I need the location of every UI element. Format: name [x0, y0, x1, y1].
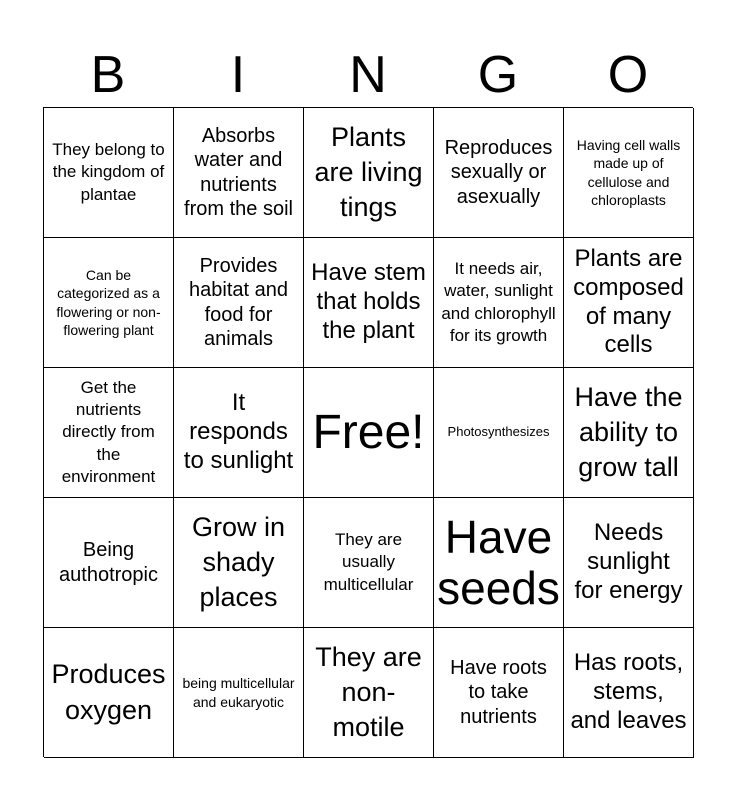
free-space-cell[interactable] — [304, 368, 434, 498]
bingo-cell-text: Absorbs water and nutrients from the soil — [184, 124, 293, 220]
bingo-cell-text: Photosynthesizes — [447, 424, 550, 440]
bingo-cell[interactable] — [44, 368, 174, 498]
header-letter-i: I — [230, 46, 246, 104]
bingo-cell[interactable] — [434, 368, 564, 498]
bingo-cell-text: Plants are composed of many cells — [573, 244, 684, 359]
bingo-cell-text: Needs sunlight for energy — [574, 519, 683, 604]
bingo-cell[interactable] — [174, 108, 304, 238]
bingo-cell-text: They are usually multicellular — [323, 530, 414, 594]
bingo-cell[interactable] — [564, 368, 694, 498]
header-letter-b: B — [90, 46, 126, 104]
bingo-cell-text: being multicellular and eukaryotic — [182, 675, 295, 710]
bingo-cell[interactable] — [44, 628, 174, 758]
bingo-cell-text: They are non-motile — [315, 641, 422, 743]
bingo-cell[interactable] — [44, 498, 174, 628]
bingo-cell-text: It responds to sunlight — [183, 389, 294, 474]
bingo-cell-text: It needs air, water, sunlight and chlorophyll for its growth — [441, 259, 556, 345]
bingo-cell-text: Being authotropic — [59, 539, 158, 586]
bingo-cell[interactable] — [434, 238, 564, 368]
bingo-cell[interactable] — [174, 368, 304, 498]
bingo-cell[interactable] — [304, 498, 434, 628]
bingo-cell[interactable] — [44, 238, 174, 368]
bingo-cell[interactable] — [304, 238, 434, 368]
bingo-cell[interactable] — [434, 108, 564, 238]
bingo-cell-text: Provides habitat and food for animals — [189, 254, 288, 350]
bingo-cell-text: Have seeds — [437, 510, 560, 614]
bingo-cell-text: Reproduces sexually or asexually — [444, 136, 553, 208]
bingo-cell[interactable] — [564, 238, 694, 368]
bingo-cell-text: Having cell walls made up of cellulose and chloroplasts — [576, 137, 681, 208]
bingo-cell[interactable] — [564, 498, 694, 628]
bingo-header — [43, 44, 693, 106]
header-letter-n: N — [349, 46, 387, 104]
bingo-cell[interactable] — [174, 238, 304, 368]
bingo-cell[interactable] — [174, 628, 304, 758]
bingo-cell[interactable] — [564, 108, 694, 238]
bingo-cell-text: Produces oxygen — [51, 659, 166, 725]
bingo-cell-text: Have stem that holds the plant — [311, 259, 426, 344]
bingo-cell-text: Get the nutrients directly from the environment — [61, 378, 156, 486]
bingo-cell-text: Grow in shady places — [191, 511, 286, 613]
bingo-cell-text: Can be categorized as a flowering or non-flowering plant — [56, 267, 161, 338]
bingo-cell[interactable] — [174, 498, 304, 628]
bingo-cell-text: Has roots, stems, and leaves — [570, 649, 687, 734]
bingo-cell[interactable] — [44, 108, 174, 238]
header-letter-o: O — [607, 46, 649, 104]
bingo-cell[interactable] — [434, 498, 564, 628]
bingo-cell-text: They belong to the kingdom of plantae — [52, 140, 165, 204]
bingo-cell[interactable] — [304, 108, 434, 238]
bingo-cell-text: Plants are living tings — [314, 121, 423, 223]
bingo-cell-text: Have the ability to grow tall — [574, 381, 683, 483]
bingo-cell[interactable] — [434, 628, 564, 758]
bingo-cell-text: Have roots to take nutrients — [450, 656, 547, 728]
bingo-card-grid — [43, 107, 693, 757]
free-space-text: Free! — [312, 405, 425, 459]
header-letter-g: G — [477, 46, 519, 104]
bingo-cell[interactable] — [564, 628, 694, 758]
bingo-cell[interactable] — [304, 628, 434, 758]
